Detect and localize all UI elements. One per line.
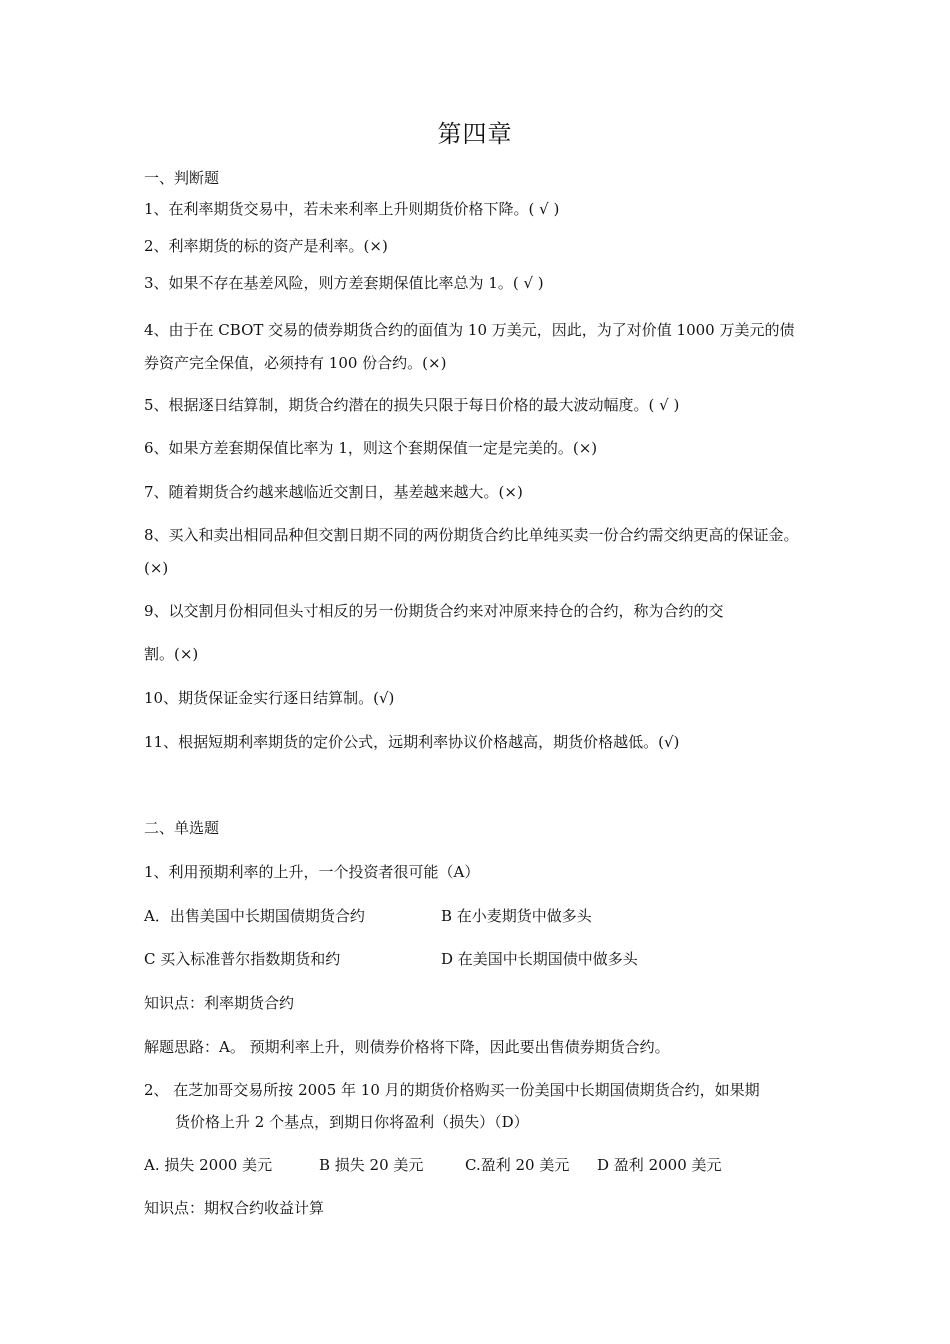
tf-item-7: 7、随着期货合约越来越临近交割日，基差越来越大。(×) <box>144 483 523 501</box>
mc-q1-option-b: B 在小麦期货中做多头 <box>441 907 592 925</box>
tf-item-9-line1: 9、以交割月份相同但头寸相反的另一份期货合约来对冲原来持仓的合约，称为合约的交 <box>144 602 724 620</box>
section-heading-single-choice: 二、单选题 <box>144 819 220 837</box>
tf-item-8: 8、买入和卖出相同品种但交割日期不同的两份期货合约比单纯买卖一份合约需交纳更高的保证金。(×) <box>144 526 799 577</box>
mc-q2-option-d: D 盈利 2000 美元 <box>597 1156 722 1174</box>
tf-item-10: 10、期货保证金实行逐日结算制。(√) <box>144 689 395 707</box>
tf-item-4: 4、由于在 CBOT 交易的债券期货合约的面值为 10 万美元，因此，为了对价值 1000 万美元的债券资产完全保值，必须持有 100 份合约。(×) <box>144 321 795 372</box>
mc-q2-option-a: A. 损失 2000 美元 <box>144 1156 273 1174</box>
mc-q1-knowledge-point: 知识点：利率期货合约 <box>144 994 295 1012</box>
tf-item-9-line2: 割。(×) <box>144 645 199 663</box>
mc-q1-option-a: A．出售美国中长期国债期货合约 <box>144 907 365 925</box>
mc-q1-solution: 解题思路：A。 预期利率上升，则债券价格将下降，因此要出售债券期货合约。 <box>144 1038 670 1056</box>
mc-q1-option-d: D 在美国中长期国债中做多头 <box>441 950 638 968</box>
mc-q2-stem <box>144 1074 810 1138</box>
tf-item-11: 11、根据短期利率期货的定价公式，远期利率协议价格越高，期货价格越低。(√) <box>144 733 680 751</box>
mc-q2-option-b: B 损失 20 美元 <box>319 1156 424 1174</box>
mc-q2-knowledge-point: 知识点：期权合约收益计算 <box>144 1199 325 1217</box>
mc-q2-stem-line2: 货价格上升 2 个基点，到期日你将盈利（损失）（D） <box>175 1113 529 1131</box>
tf-item-1: 1、在利率期货交易中，若未来利率上升则期货价格下降。( √ ) <box>144 200 560 218</box>
mc-q1-stem: 1、利用预期利率的上升，一个投资者很可能（A） <box>144 863 480 881</box>
tf-item-6: 6、如果方差套期保值比率为 1，则这个套期保值一定是完美的。(×) <box>144 439 598 457</box>
mc-q2-option-c: C.盈利 20 美元 <box>465 1156 570 1174</box>
section-heading-true-false: 一、判断题 <box>144 169 220 187</box>
tf-item-3: 3、如果不存在基差风险，则方差套期保值比率总为 1。( √ ) <box>144 274 544 292</box>
tf-item-5: 5、根据逐日结算制，期货合约潜在的损失只限于每日价格的最大波动幅度。( √ ) <box>144 396 680 414</box>
tf-item-2: 2、利率期货的标的资产是利率。(×) <box>144 237 388 255</box>
chapter-title: 第四章 <box>437 120 513 148</box>
mc-q2-stem-line1: 2、 在芝加哥交易所按 2005 年 10 月的期货价格购买一份美国中长期国债期货合约，如果期 <box>144 1081 760 1099</box>
mc-q1-option-c: C 买入标准普尔指数期货和约 <box>144 950 341 968</box>
